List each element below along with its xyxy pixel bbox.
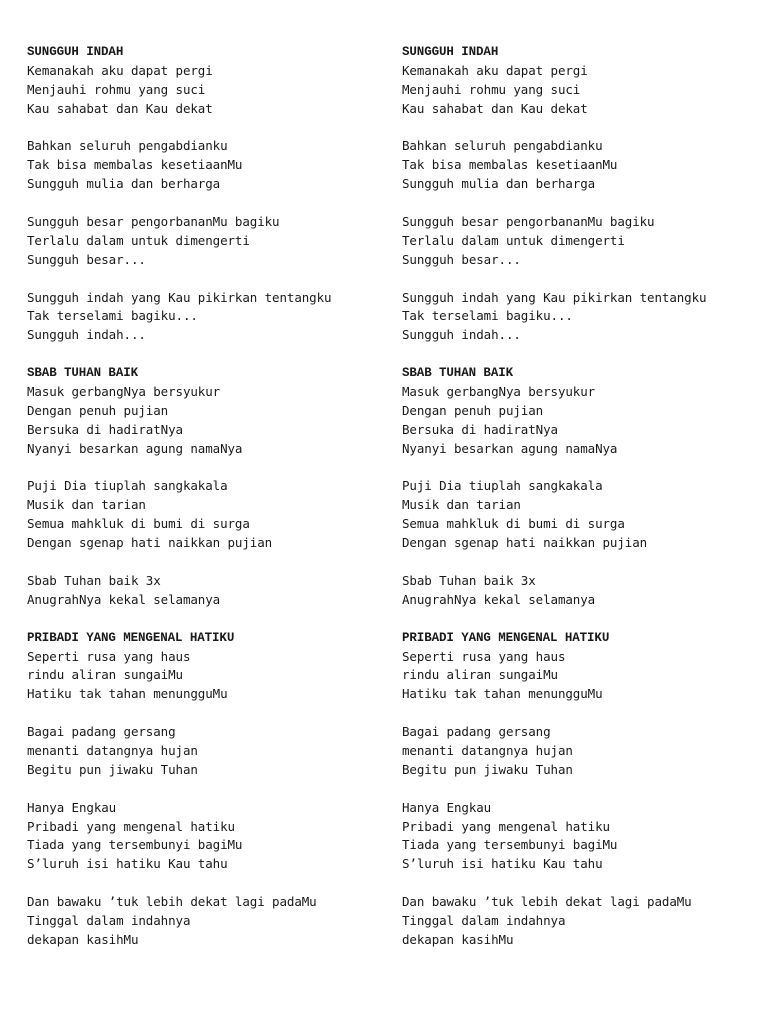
lyric-line: Sungguh besar... xyxy=(402,251,521,267)
stanza-spacer xyxy=(27,780,387,799)
lyric-line: Sungguh indah... xyxy=(402,327,521,343)
lyric-line: Tak terselami bagiku... xyxy=(402,308,573,324)
lyric-line: Dan bawaku ’tuk lebih dekat lagi padaMu xyxy=(402,894,692,910)
song-spacer xyxy=(27,610,387,629)
lyric-line: Tak bisa membalas kesetiaanMu xyxy=(402,157,618,173)
lyric-line: Menjauhi rohmu yang suci xyxy=(27,81,206,97)
lyric-line: Tiada yang tersembunyi bagiMu xyxy=(402,837,618,853)
lyric-line: Musik dan tarian xyxy=(402,497,521,513)
lyric-line: Sungguh besar pengorbananMu bagiku xyxy=(27,214,280,230)
song-title: PRIBADI YANG MENGENAL HATIKU xyxy=(402,630,610,645)
lyric-line: Tinggal dalam indahnya xyxy=(27,912,191,928)
lyric-line: Bagai padang gersang xyxy=(402,724,551,740)
lyric-line: Pribadi yang mengenal hatiku xyxy=(27,818,235,834)
lyric-line: AnugrahNya kekal selamanya xyxy=(27,591,221,607)
lyric-line: S’luruh isi hatiku Kau tahu xyxy=(27,856,228,872)
lyric-line: S’luruh isi hatiku Kau tahu xyxy=(402,856,603,872)
lyric-line: Dengan sgenap hati naikkan pujian xyxy=(27,535,273,551)
lyrics-column-left xyxy=(27,43,387,950)
lyric-line: Nyanyi besarkan agung namaNya xyxy=(402,440,618,456)
lyric-line: Dengan penuh pujian xyxy=(402,402,544,418)
lyric-line: Hatiku tak tahan menungguMu xyxy=(27,686,228,702)
lyric-line: Dan bawaku ’tuk lebih dekat lagi padaMu xyxy=(27,894,317,910)
lyric-line: Kau sahabat dan Kau dekat xyxy=(402,100,588,116)
lyric-line: Kau sahabat dan Kau dekat xyxy=(27,100,213,116)
lyric-line: Dengan sgenap hati naikkan pujian xyxy=(402,535,648,551)
song-block xyxy=(402,364,762,610)
stanza-spacer xyxy=(27,553,387,572)
lyric-line: Sungguh indah... xyxy=(27,327,146,343)
lyric-line: Masuk gerbangNya bersyukur xyxy=(27,384,221,400)
lyric-line: Seperti rusa yang haus xyxy=(402,648,566,664)
lyric-line: Tinggal dalam indahnya xyxy=(402,912,566,928)
lyric-line: menanti datangnya hujan xyxy=(402,742,573,758)
lyric-line: rindu aliran sungaiMu xyxy=(402,667,558,683)
stanza-spacer xyxy=(402,194,762,213)
lyric-line: Nyanyi besarkan agung namaNya xyxy=(27,440,243,456)
lyric-line: rindu aliran sungaiMu xyxy=(27,667,183,683)
lyric-line: Kemanakah aku dapat pergi xyxy=(402,62,588,78)
stanza-spacer xyxy=(402,459,762,478)
lyric-line: Semua mahkluk di bumi di surga xyxy=(27,516,250,532)
lyric-line: Begitu pun jiwaku Tuhan xyxy=(27,761,198,777)
song-spacer xyxy=(27,345,387,364)
stanza-spacer xyxy=(402,874,762,893)
stanza-spacer xyxy=(27,194,387,213)
lyric-line: Pribadi yang mengenal hatiku xyxy=(402,818,610,834)
song-spacer xyxy=(402,610,762,629)
song-block xyxy=(27,43,387,345)
lyric-line: Sbab Tuhan baik 3x xyxy=(27,572,161,588)
song-title: SBAB TUHAN BAIK xyxy=(27,366,139,381)
song-block xyxy=(27,364,387,610)
lyric-line: Musik dan tarian xyxy=(27,497,146,513)
song-title: PRIBADI YANG MENGENAL HATIKU xyxy=(27,630,235,645)
lyric-line: Puji Dia tiuplah sangkakala xyxy=(27,478,228,494)
lyric-line: Sungguh indah yang Kau pikirkan tentangku xyxy=(402,289,707,305)
song-title: SUNGGUH INDAH xyxy=(402,45,499,59)
lyric-line: Seperti rusa yang haus xyxy=(27,648,191,664)
lyric-line: Kemanakah aku dapat pergi xyxy=(27,62,213,78)
song-title: SUNGGUH INDAH xyxy=(27,45,124,59)
lyric-line: Hanya Engkau xyxy=(27,799,117,815)
lyric-line: Dengan penuh pujian xyxy=(27,402,169,418)
lyric-line: Sungguh besar pengorbananMu bagiku xyxy=(402,214,655,230)
stanza-spacer xyxy=(402,270,762,289)
stanza-spacer xyxy=(402,780,762,799)
lyric-line: Hatiku tak tahan menungguMu xyxy=(402,686,603,702)
stanza-spacer xyxy=(27,459,387,478)
lyric-line: Sungguh indah yang Kau pikirkan tentangku xyxy=(27,289,332,305)
song-block xyxy=(27,629,387,950)
lyric-line: Begitu pun jiwaku Tuhan xyxy=(402,761,573,777)
lyric-line: Tak bisa membalas kesetiaanMu xyxy=(27,157,243,173)
lyric-line: Terlalu dalam untuk dimengerti xyxy=(27,232,250,248)
lyric-line: dekapan kasihMu xyxy=(27,931,139,947)
stanza-spacer xyxy=(27,119,387,138)
lyric-line: Hanya Engkau xyxy=(402,799,492,815)
lyric-line: dekapan kasihMu xyxy=(402,931,514,947)
lyric-line: Bahkan seluruh pengabdianku xyxy=(27,138,228,154)
lyric-line: Sbab Tuhan baik 3x xyxy=(402,572,536,588)
song-spacer xyxy=(402,345,762,364)
lyric-line: Terlalu dalam untuk dimengerti xyxy=(402,232,625,248)
lyric-line: Tak terselami bagiku... xyxy=(27,308,198,324)
stanza-spacer xyxy=(27,270,387,289)
lyric-line: Sungguh mulia dan berharga xyxy=(402,176,596,192)
stanza-spacer xyxy=(27,874,387,893)
stanza-spacer xyxy=(27,704,387,723)
lyric-line: Bagai padang gersang xyxy=(27,724,176,740)
song-block xyxy=(402,629,762,950)
stanza-spacer xyxy=(402,119,762,138)
lyric-line: Bersuka di hadiratNya xyxy=(27,421,183,437)
lyric-line: AnugrahNya kekal selamanya xyxy=(402,591,596,607)
lyric-line: Puji Dia tiuplah sangkakala xyxy=(402,478,603,494)
lyric-line: Sungguh mulia dan berharga xyxy=(27,176,221,192)
lyric-line: Bahkan seluruh pengabdianku xyxy=(402,138,603,154)
lyric-line: Masuk gerbangNya bersyukur xyxy=(402,384,596,400)
lyric-line: Tiada yang tersembunyi bagiMu xyxy=(27,837,243,853)
song-block xyxy=(402,43,762,345)
lyrics-column-right xyxy=(402,43,762,950)
lyric-line: Semua mahkluk di bumi di surga xyxy=(402,516,625,532)
lyric-line: Sungguh besar... xyxy=(27,251,146,267)
song-title: SBAB TUHAN BAIK xyxy=(402,366,514,381)
stanza-spacer xyxy=(402,704,762,723)
lyric-line: menanti datangnya hujan xyxy=(27,742,198,758)
lyric-line: Menjauhi rohmu yang suci xyxy=(402,81,581,97)
lyric-line: Bersuka di hadiratNya xyxy=(402,421,558,437)
stanza-spacer xyxy=(402,553,762,572)
